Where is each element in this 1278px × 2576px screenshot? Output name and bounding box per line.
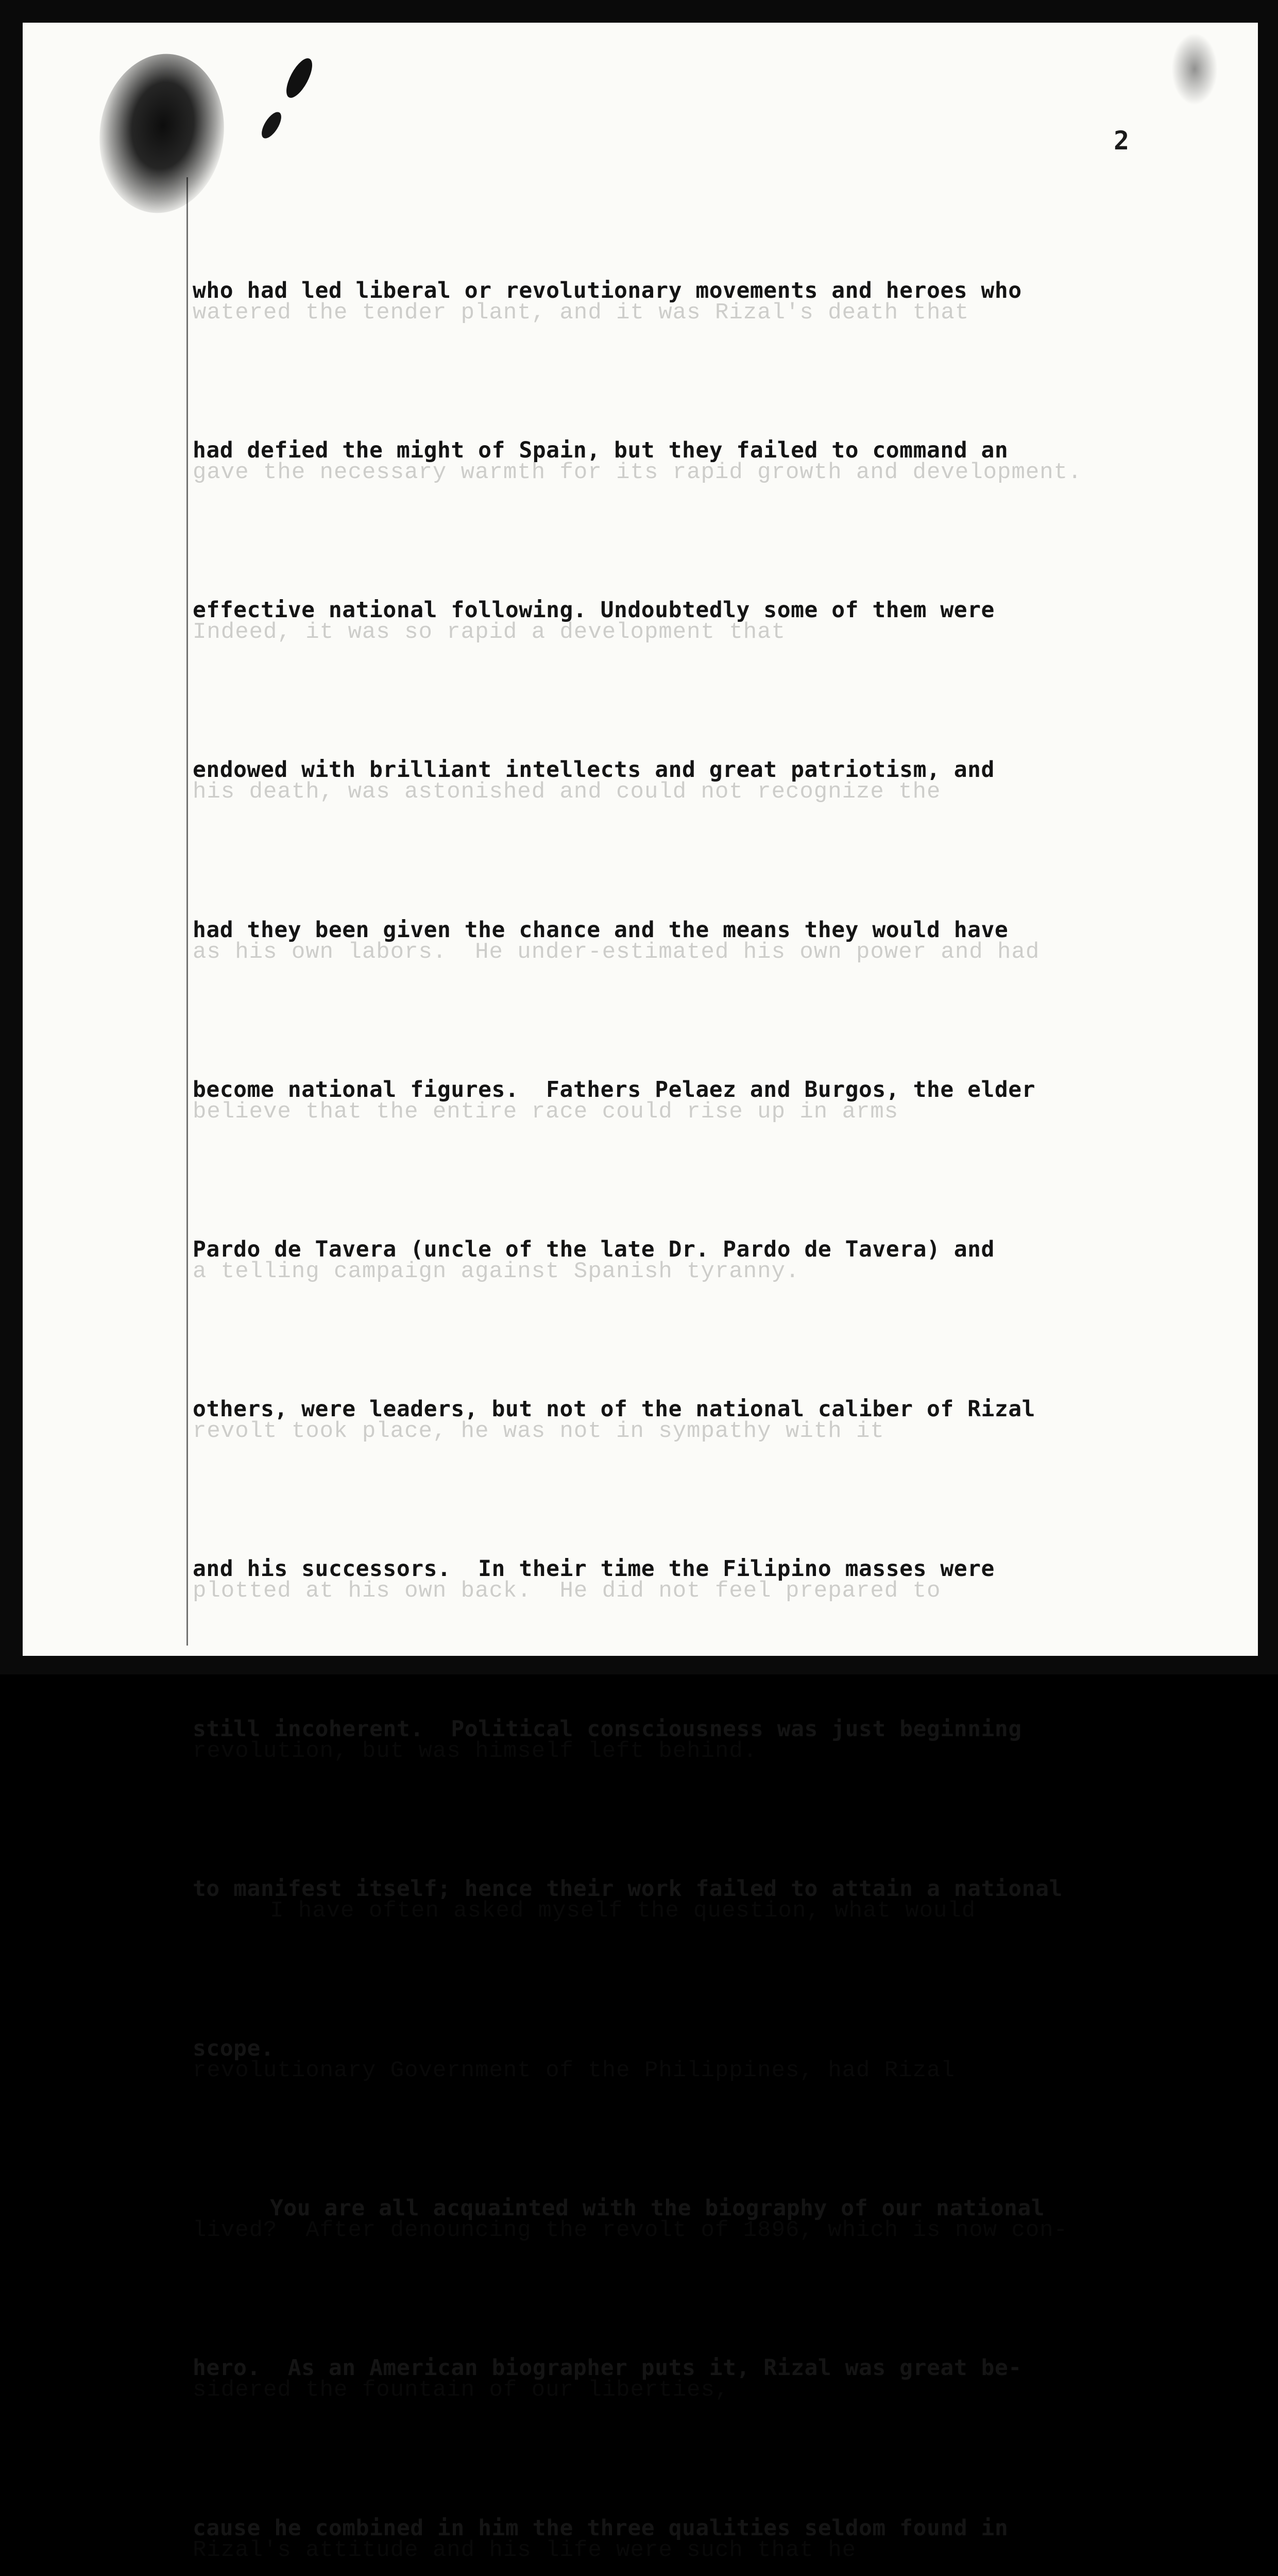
bleed-line: I have often asked myself the question, what would	[270, 1897, 976, 1924]
bleed-line: watered the tender plant, and it was Rizal's death that	[193, 299, 969, 326]
document-page	[23, 23, 1258, 2563]
margin-shadow-line	[186, 177, 188, 1646]
text-line: who had led liberal or revolutionary movements and heroes who	[193, 277, 1022, 303]
text-line: Pardo de Tavera (uncle of the late Dr. Pardo de Tavera) and	[193, 1236, 995, 1263]
ink-mark	[258, 109, 285, 142]
text-line: hero. As an American biographer puts it, Rizal was great be-	[193, 2355, 1022, 2381]
text-line: scope.	[193, 2036, 275, 2062]
text-line: effective national following. Undoubtedly some of them were	[193, 597, 995, 623]
bleed-line: Rizal's attitude and his life were such that he	[193, 2537, 857, 2563]
bleed-line: Indeed, it was so rapid a development that	[193, 619, 786, 646]
bleed-line: lived? After denouncing the revolt of 1896, which is now con-	[193, 2217, 1068, 2244]
bleed-line: revolt took place, he was not in sympathy with it	[193, 1418, 884, 1445]
bleed-line: as his own labors. He under-estimated his own power and had	[193, 939, 1040, 965]
bleed-line: his death, was astonished and could not recognize the	[193, 779, 941, 805]
text-line: and his successors. In their time the Filipino masses were	[193, 1556, 995, 1582]
bleed-line: plotted at his own back. He did not feel prepared to	[193, 1578, 941, 1604]
bleed-line: a telling campaign against Spanish tyranny.	[193, 1259, 800, 1285]
text-line: had defied the might of Spain, but they failed to command an	[193, 437, 1009, 464]
text-line: cause he combined in him the three qualities seldom found in	[193, 2515, 1009, 2541]
page-number: 2	[1114, 126, 1130, 156]
bleed-line: revolutionary Government of the Philippines, had Rizal	[193, 2058, 955, 2084]
text-line: endowed with brilliant intellects and great patriotism, and	[193, 757, 995, 783]
bleed-line: gave the necessary warmth for its rapid growth and development.	[193, 460, 1082, 486]
text-line: had they been given the chance and the means they would have	[193, 917, 1009, 943]
text-line: others, were leaders, but not of the national caliber of Rizal	[193, 1396, 1036, 1422]
corner-smudge	[1171, 33, 1218, 105]
text-line: become national figures. Fathers Pelaez and Burgos, the elder	[193, 1076, 1036, 1103]
bleed-line: sidered the fountain of our liberties,	[193, 2377, 729, 2403]
typewritten-body	[193, 158, 1213, 2576]
ink-mark	[281, 55, 317, 101]
paragraph-start-line: You are all acquainted with the biography of our national	[270, 2195, 1045, 2222]
text-line: to manifest itself; hence their work failed to attain a national	[193, 1875, 1063, 1902]
bleed-line: believe that the entire race could rise up in arms	[193, 1098, 899, 1125]
bleed-line: revolution, but was himself left behind.	[193, 1738, 758, 1764]
text-line: still incoherent. Political consciousness was just beginning	[193, 1716, 1022, 1742]
